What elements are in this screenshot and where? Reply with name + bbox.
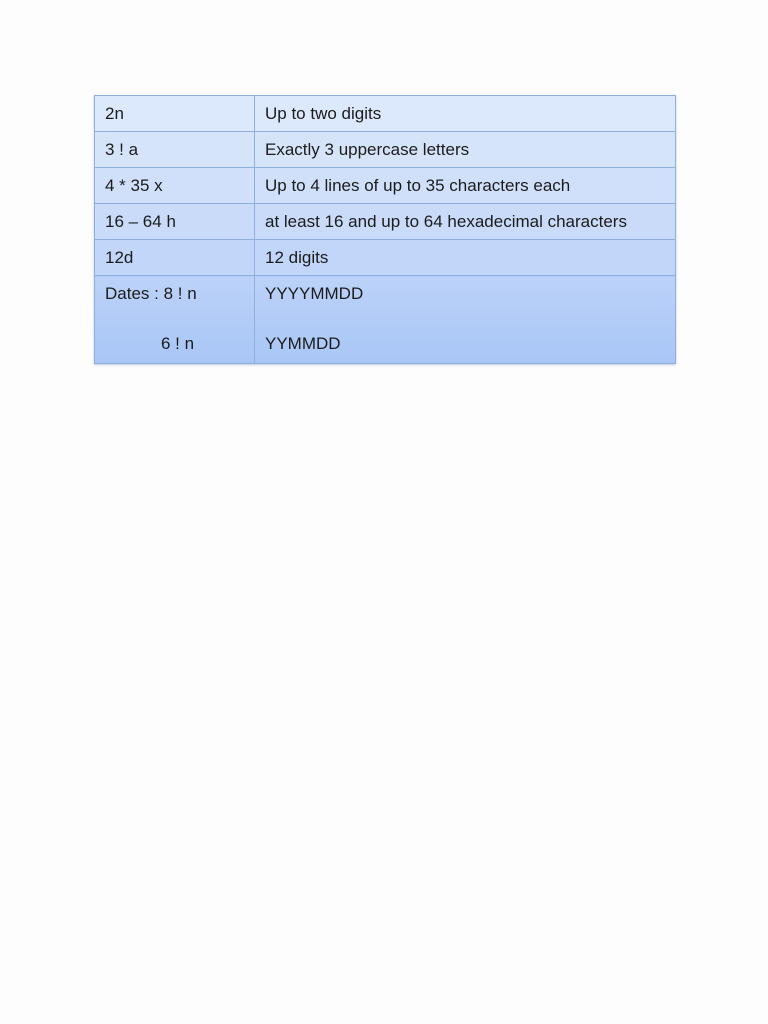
- format-code-cell: 3 ! a: [95, 132, 255, 168]
- dates-description-cell: [255, 276, 676, 364]
- format-description-cell: 12 digits: [255, 240, 676, 276]
- format-description-cell: Up to 4 lines of up to 35 characters each: [255, 168, 676, 204]
- table-row: [95, 168, 676, 204]
- format-description-cell: at least 16 and up to 64 hexadecimal characters: [255, 204, 676, 240]
- format-code-cell: 4 * 35 x: [95, 168, 255, 204]
- table-row: [95, 132, 676, 168]
- format-table: [94, 95, 676, 364]
- dates-code-line: 6 ! n: [161, 334, 195, 353]
- format-code-cell: 2n: [95, 96, 255, 132]
- format-description-cell: Exactly 3 uppercase letters: [255, 132, 676, 168]
- dates-row: [95, 276, 676, 364]
- format-description-cell: Up to two digits: [255, 96, 676, 132]
- dates-code-line: Dates : 8 ! n: [105, 284, 197, 303]
- dates-code-cell: [95, 276, 255, 364]
- format-code-cell: 12d: [95, 240, 255, 276]
- dates-description-line: YYYYMMDD: [265, 284, 364, 303]
- dates-description-line: YYMMDD: [265, 334, 341, 353]
- table-row: [95, 96, 676, 132]
- table-row: [95, 204, 676, 240]
- table-row: [95, 240, 676, 276]
- format-code-cell: 16 – 64 h: [95, 204, 255, 240]
